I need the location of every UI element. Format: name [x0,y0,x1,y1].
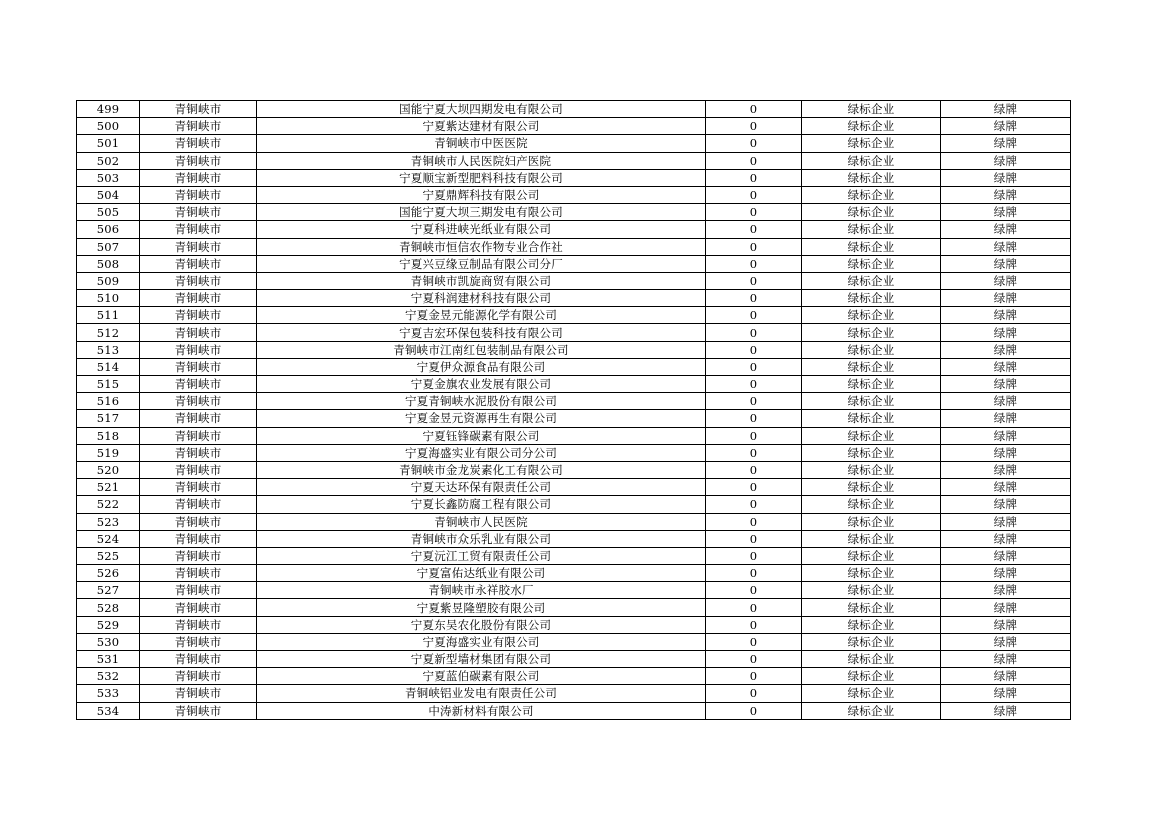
enterprise-name-cell: 宁夏科润建材科技有限公司 [257,290,706,307]
row-number-cell: 515 [77,376,140,393]
row-number-cell: 523 [77,513,140,530]
card-cell: 绿牌 [941,444,1071,461]
city-cell: 青铜峡市 [140,358,257,375]
card-cell: 绿牌 [941,616,1071,633]
category-cell: 绿标企业 [802,479,941,496]
enterprise-name-cell: 宁夏紫达建材有限公司 [257,118,706,135]
table-row [77,272,1071,289]
enterprise-name-cell: 宁夏金昱元能源化学有限公司 [257,307,706,324]
row-number-cell: 511 [77,307,140,324]
category-cell: 绿标企业 [802,410,941,427]
score-cell: 0 [706,651,802,668]
card-cell: 绿牌 [941,169,1071,186]
enterprise-name-cell: 宁夏兴豆缘豆制品有限公司分厂 [257,255,706,272]
category-cell: 绿标企业 [802,307,941,324]
table-row [77,530,1071,547]
card-cell: 绿牌 [941,702,1071,719]
score-cell: 0 [706,427,802,444]
score-cell: 0 [706,479,802,496]
row-number-cell: 534 [77,702,140,719]
table-row [77,461,1071,478]
city-cell: 青铜峡市 [140,376,257,393]
card-cell: 绿牌 [941,582,1071,599]
city-cell: 青铜峡市 [140,255,257,272]
row-number-cell: 533 [77,685,140,702]
card-cell: 绿牌 [941,118,1071,135]
category-cell: 绿标企业 [802,633,941,650]
city-cell: 青铜峡市 [140,599,257,616]
table-row [77,341,1071,358]
row-number-cell: 502 [77,152,140,169]
enterprise-name-cell: 宁夏金旗农业发展有限公司 [257,376,706,393]
table-row [77,616,1071,633]
card-cell: 绿牌 [941,290,1071,307]
score-cell: 0 [706,341,802,358]
card-cell: 绿牌 [941,410,1071,427]
city-cell: 青铜峡市 [140,616,257,633]
city-cell: 青铜峡市 [140,135,257,152]
city-cell: 青铜峡市 [140,204,257,221]
row-number-cell: 527 [77,582,140,599]
category-cell: 绿标企业 [802,169,941,186]
score-cell: 0 [706,101,802,118]
city-cell: 青铜峡市 [140,547,257,564]
city-cell: 青铜峡市 [140,324,257,341]
category-cell: 绿标企业 [802,685,941,702]
enterprise-name-cell: 宁夏蓝伯碳素有限公司 [257,668,706,685]
table-row [77,290,1071,307]
city-cell: 青铜峡市 [140,221,257,238]
table-row [77,358,1071,375]
city-cell: 青铜峡市 [140,461,257,478]
score-cell: 0 [706,633,802,650]
table-row [77,324,1071,341]
table-row [77,410,1071,427]
city-cell: 青铜峡市 [140,496,257,513]
category-cell: 绿标企业 [802,599,941,616]
enterprise-name-cell: 青铜峡市永祥胶水厂 [257,582,706,599]
row-number-cell: 504 [77,186,140,203]
card-cell: 绿牌 [941,479,1071,496]
row-number-cell: 517 [77,410,140,427]
card-cell: 绿牌 [941,530,1071,547]
city-cell: 青铜峡市 [140,238,257,255]
table-row [77,255,1071,272]
score-cell: 0 [706,358,802,375]
category-cell: 绿标企业 [802,547,941,564]
row-number-cell: 508 [77,255,140,272]
row-number-cell: 521 [77,479,140,496]
score-cell: 0 [706,599,802,616]
city-cell: 青铜峡市 [140,444,257,461]
score-cell: 0 [706,393,802,410]
score-cell: 0 [706,255,802,272]
enterprise-name-cell: 国能宁夏大坝三期发电有限公司 [257,204,706,221]
card-cell: 绿牌 [941,565,1071,582]
city-cell: 青铜峡市 [140,272,257,289]
enterprise-name-cell: 宁夏富佑达纸业有限公司 [257,565,706,582]
city-cell: 青铜峡市 [140,118,257,135]
enterprise-name-cell: 宁夏科进峡光纸业有限公司 [257,221,706,238]
score-cell: 0 [706,324,802,341]
enterprise-name-cell: 宁夏东吴农化股份有限公司 [257,616,706,633]
row-number-cell: 512 [77,324,140,341]
row-number-cell: 519 [77,444,140,461]
row-number-cell: 501 [77,135,140,152]
city-cell: 青铜峡市 [140,685,257,702]
score-cell: 0 [706,461,802,478]
score-cell: 0 [706,513,802,530]
table-row [77,479,1071,496]
table-row [77,393,1071,410]
enterprise-name-cell: 青铜峡市江南红包装制品有限公司 [257,341,706,358]
row-number-cell: 516 [77,393,140,410]
row-number-cell: 531 [77,651,140,668]
enterprise-name-cell: 青铜峡市恒信农作物专业合作社 [257,238,706,255]
city-cell: 青铜峡市 [140,530,257,547]
table-row [77,135,1071,152]
enterprise-name-cell: 中涛新材料有限公司 [257,702,706,719]
row-number-cell: 526 [77,565,140,582]
enterprise-name-cell: 青铜峡市凯旋商贸有限公司 [257,272,706,289]
table-row [77,118,1071,135]
city-cell: 青铜峡市 [140,410,257,427]
enterprise-name-cell: 宁夏沅江工贸有限责任公司 [257,547,706,564]
table-row [77,376,1071,393]
enterprise-name-cell: 宁夏鼎辉科技有限公司 [257,186,706,203]
table-row [77,513,1071,530]
card-cell: 绿牌 [941,324,1071,341]
enterprise-name-cell: 宁夏伊众源食品有限公司 [257,358,706,375]
category-cell: 绿标企业 [802,272,941,289]
category-cell: 绿标企业 [802,582,941,599]
table-row [77,547,1071,564]
card-cell: 绿牌 [941,238,1071,255]
city-cell: 青铜峡市 [140,169,257,186]
table-row [77,633,1071,650]
row-number-cell: 513 [77,341,140,358]
city-cell: 青铜峡市 [140,633,257,650]
category-cell: 绿标企业 [802,290,941,307]
score-cell: 0 [706,582,802,599]
city-cell: 青铜峡市 [140,290,257,307]
score-cell: 0 [706,410,802,427]
row-number-cell: 522 [77,496,140,513]
city-cell: 青铜峡市 [140,186,257,203]
table-row [77,668,1071,685]
category-cell: 绿标企业 [802,461,941,478]
city-cell: 青铜峡市 [140,152,257,169]
enterprise-name-cell: 青铜峡市金龙炭素化工有限公司 [257,461,706,478]
row-number-cell: 507 [77,238,140,255]
card-cell: 绿牌 [941,633,1071,650]
enterprise-name-cell: 国能宁夏大坝四期发电有限公司 [257,101,706,118]
row-number-cell: 528 [77,599,140,616]
score-cell: 0 [706,530,802,547]
city-cell: 青铜峡市 [140,565,257,582]
category-cell: 绿标企业 [802,152,941,169]
city-cell: 青铜峡市 [140,479,257,496]
row-number-cell: 530 [77,633,140,650]
card-cell: 绿牌 [941,204,1071,221]
card-cell: 绿牌 [941,496,1071,513]
category-cell: 绿标企业 [802,101,941,118]
card-cell: 绿牌 [941,461,1071,478]
category-cell: 绿标企业 [802,427,941,444]
row-number-cell: 510 [77,290,140,307]
row-number-cell: 525 [77,547,140,564]
enterprise-name-cell: 青铜峡市人民医院 [257,513,706,530]
enterprise-name-cell: 宁夏顺宝新型肥料科技有限公司 [257,169,706,186]
card-cell: 绿牌 [941,135,1071,152]
table-row [77,238,1071,255]
card-cell: 绿牌 [941,427,1071,444]
table-row [77,582,1071,599]
category-cell: 绿标企业 [802,221,941,238]
category-cell: 绿标企业 [802,358,941,375]
score-cell: 0 [706,135,802,152]
table-row [77,651,1071,668]
city-cell: 青铜峡市 [140,101,257,118]
category-cell: 绿标企业 [802,376,941,393]
enterprise-name-cell: 宁夏天达环保有限责任公司 [257,479,706,496]
row-number-cell: 532 [77,668,140,685]
table-body [77,101,1071,720]
score-cell: 0 [706,547,802,564]
row-number-cell: 529 [77,616,140,633]
category-cell: 绿标企业 [802,204,941,221]
enterprise-name-cell: 青铜峡市众乐乳业有限公司 [257,530,706,547]
card-cell: 绿牌 [941,599,1071,616]
enterprise-name-cell: 宁夏海盛实业有限公司分公司 [257,444,706,461]
table-row [77,599,1071,616]
card-cell: 绿牌 [941,272,1071,289]
score-cell: 0 [706,152,802,169]
card-cell: 绿牌 [941,376,1071,393]
enterprise-name-cell: 青铜峡市人民医院妇产医院 [257,152,706,169]
city-cell: 青铜峡市 [140,341,257,358]
table-row [77,221,1071,238]
row-number-cell: 500 [77,118,140,135]
score-cell: 0 [706,290,802,307]
row-number-cell: 503 [77,169,140,186]
table-row [77,565,1071,582]
category-cell: 绿标企业 [802,565,941,582]
score-cell: 0 [706,444,802,461]
enterprise-name-cell: 宁夏新型墙材集团有限公司 [257,651,706,668]
table-row [77,169,1071,186]
score-cell: 0 [706,565,802,582]
score-cell: 0 [706,204,802,221]
enterprise-table [76,100,1071,720]
category-cell: 绿标企业 [802,186,941,203]
card-cell: 绿牌 [941,393,1071,410]
enterprise-name-cell: 宁夏青铜峡水泥股份有限公司 [257,393,706,410]
score-cell: 0 [706,702,802,719]
card-cell: 绿牌 [941,186,1071,203]
enterprise-name-cell: 青铜峡铝业发电有限责任公司 [257,685,706,702]
table-row [77,152,1071,169]
table-row [77,702,1071,719]
category-cell: 绿标企业 [802,668,941,685]
city-cell: 青铜峡市 [140,702,257,719]
row-number-cell: 506 [77,221,140,238]
city-cell: 青铜峡市 [140,668,257,685]
card-cell: 绿牌 [941,255,1071,272]
card-cell: 绿牌 [941,341,1071,358]
table-row [77,186,1071,203]
card-cell: 绿牌 [941,513,1071,530]
enterprise-name-cell: 青铜峡市中医医院 [257,135,706,152]
score-cell: 0 [706,238,802,255]
row-number-cell: 524 [77,530,140,547]
city-cell: 青铜峡市 [140,307,257,324]
category-cell: 绿标企业 [802,444,941,461]
city-cell: 青铜峡市 [140,427,257,444]
table-row [77,204,1071,221]
row-number-cell: 518 [77,427,140,444]
category-cell: 绿标企业 [802,513,941,530]
table-row [77,444,1071,461]
category-cell: 绿标企业 [802,238,941,255]
category-cell: 绿标企业 [802,393,941,410]
card-cell: 绿牌 [941,651,1071,668]
score-cell: 0 [706,496,802,513]
enterprise-name-cell: 宁夏吉宏环保包装科技有限公司 [257,324,706,341]
table-row [77,307,1071,324]
city-cell: 青铜峡市 [140,393,257,410]
enterprise-name-cell: 宁夏长鑫防腐工程有限公司 [257,496,706,513]
score-cell: 0 [706,685,802,702]
row-number-cell: 505 [77,204,140,221]
score-cell: 0 [706,668,802,685]
city-cell: 青铜峡市 [140,582,257,599]
table-row [77,496,1071,513]
card-cell: 绿牌 [941,547,1071,564]
category-cell: 绿标企业 [802,324,941,341]
card-cell: 绿牌 [941,101,1071,118]
city-cell: 青铜峡市 [140,651,257,668]
enterprise-name-cell: 宁夏金昱元资源再生有限公司 [257,410,706,427]
table-row [77,685,1071,702]
table-row [77,427,1071,444]
category-cell: 绿标企业 [802,651,941,668]
card-cell: 绿牌 [941,685,1071,702]
city-cell: 青铜峡市 [140,513,257,530]
score-cell: 0 [706,307,802,324]
card-cell: 绿牌 [941,358,1071,375]
card-cell: 绿牌 [941,668,1071,685]
score-cell: 0 [706,221,802,238]
table-row [77,101,1071,118]
enterprise-name-cell: 宁夏钰锋碳素有限公司 [257,427,706,444]
score-cell: 0 [706,169,802,186]
category-cell: 绿标企业 [802,496,941,513]
row-number-cell: 520 [77,461,140,478]
category-cell: 绿标企业 [802,255,941,272]
score-cell: 0 [706,186,802,203]
row-number-cell: 509 [77,272,140,289]
card-cell: 绿牌 [941,221,1071,238]
category-cell: 绿标企业 [802,341,941,358]
score-cell: 0 [706,616,802,633]
score-cell: 0 [706,272,802,289]
card-cell: 绿牌 [941,152,1071,169]
score-cell: 0 [706,376,802,393]
enterprise-name-cell: 宁夏紫昱隆塑胶有限公司 [257,599,706,616]
card-cell: 绿牌 [941,307,1071,324]
category-cell: 绿标企业 [802,530,941,547]
enterprise-name-cell: 宁夏海盛实业有限公司 [257,633,706,650]
category-cell: 绿标企业 [802,118,941,135]
category-cell: 绿标企业 [802,616,941,633]
row-number-cell: 514 [77,358,140,375]
category-cell: 绿标企业 [802,702,941,719]
score-cell: 0 [706,118,802,135]
category-cell: 绿标企业 [802,135,941,152]
row-number-cell: 499 [77,101,140,118]
